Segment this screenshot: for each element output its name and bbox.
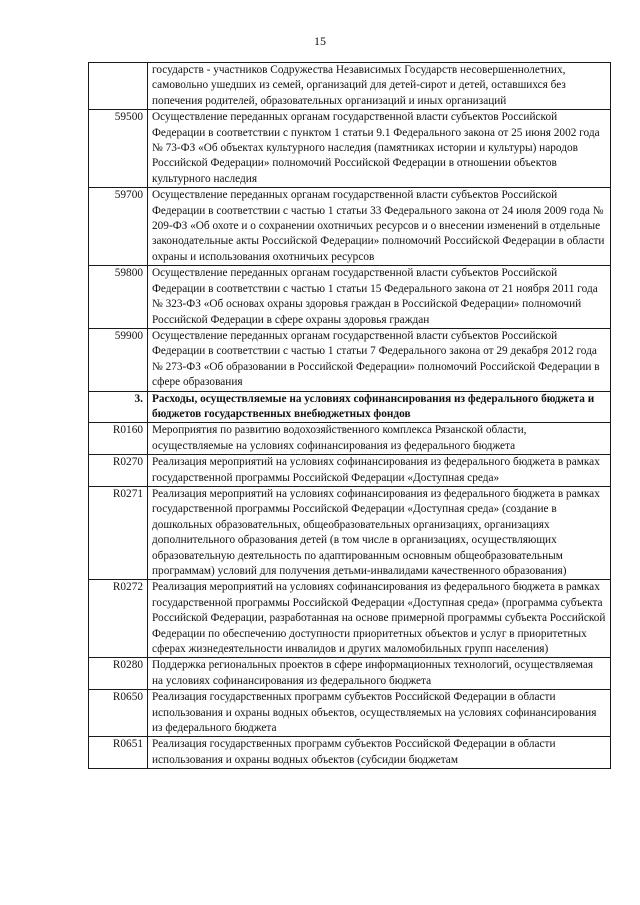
row-description: Реализация мероприятий на условиях софинансирования из федерального бюджета в рамках государственной программы Российской Федерации «Доступная среда» (программа субъекта Российской Федерации, разработанная на основе примерной программы субъекта Российской Федерации по обеспечению доступности приоритетных объектов и услуг в приоритетных сферах жизнедеятельности инвалидов и других маломобильных групп населения) bbox=[148, 580, 611, 658]
row-code: R0160 bbox=[89, 423, 148, 455]
row-code: 59500 bbox=[89, 110, 148, 188]
row-code: 59800 bbox=[89, 266, 148, 329]
table-row bbox=[89, 328, 611, 391]
table-row bbox=[89, 580, 611, 658]
row-code: 59700 bbox=[89, 188, 148, 266]
row-description: Поддержка региональных проектов в сфере информационных технологий, осуществляемая на условиях софинансирования из федерального бюджета bbox=[148, 658, 611, 690]
row-description: Реализация мероприятий на условиях софинансирования из федерального бюджета в рамках государственной программы Российской Федерации «Доступная среда» bbox=[148, 455, 611, 487]
row-code: 59900 bbox=[89, 328, 148, 391]
table-row bbox=[89, 486, 611, 579]
row-description: Реализация государственных программ субъектов Российской Федерации в области использования и охраны водных объектов, осуществляемых на условиях софинансирования из федерального бюджета bbox=[148, 690, 611, 737]
budget-codes-table bbox=[88, 62, 611, 769]
table-row bbox=[89, 658, 611, 690]
table-row bbox=[89, 110, 611, 188]
table-row bbox=[89, 455, 611, 487]
table-row bbox=[89, 737, 611, 769]
row-description: Осуществление переданных органам государственной власти субъектов Российской Федерации в соответствии с пунктом 1 статьи 9.1 Федерального закона от 25 июня 2002 года № 73-ФЗ «Об объектах культурного наследия (памятниках истории и культуры) народов Российской Федерации» полномочий Российской Федерации в отношении объектов культурного наследия bbox=[148, 110, 611, 188]
table-row bbox=[89, 266, 611, 329]
row-description: Расходы, осуществляемые на условиях софинансирования из федерального бюджета и бюджетов государственных внебюджетных фондов bbox=[148, 391, 611, 423]
row-code: R0270 bbox=[89, 455, 148, 487]
row-description: Реализация мероприятий на условиях софинансирования из федерального бюджета в рамках государственной программы Российской Федерации «Доступная среда» (создание в дошкольных образовательных, общеобразовательных организациях, организациях дополнительного образования детей (в том числе в организациях, осуществляющих образовательную деятельность по адаптированным основным общеобразовательным программам) условий для получения детьми-инвалидами качественного образования) bbox=[148, 486, 611, 579]
row-code: R0272 bbox=[89, 580, 148, 658]
row-code: R0280 bbox=[89, 658, 148, 690]
table-row bbox=[89, 391, 611, 423]
row-code: R0651 bbox=[89, 737, 148, 769]
row-description: Осуществление переданных органам государственной власти субъектов Российской Федерации в соответствии с частью 1 статьи 15 Федерального закона от 21 ноября 2011 года № 323-ФЗ «Об основах охраны здоровья граждан в Российской Федерации» полномочий Российской Федерации в сфере охраны здоровья граждан bbox=[148, 266, 611, 329]
page-number: 15 bbox=[314, 34, 326, 48]
table-row bbox=[89, 690, 611, 737]
table-row bbox=[89, 188, 611, 266]
table-row bbox=[89, 63, 611, 110]
row-description: Осуществление переданных органам государственной власти субъектов Российской Федерации в соответствии с частью 1 статьи 7 Федерального закона от 29 декабря 2012 года № 273-ФЗ «Об образовании в Российской Федерации» полномочий Российской Федерации в сфере образования bbox=[148, 328, 611, 391]
row-description: Реализация государственных программ субъектов Российской Федерации в области использования и охраны водных объектов (субсидии бюджетам bbox=[148, 737, 611, 769]
row-code bbox=[89, 63, 148, 110]
budget-codes-table-body bbox=[89, 63, 611, 769]
row-code: R0271 bbox=[89, 486, 148, 579]
row-code: R0650 bbox=[89, 690, 148, 737]
row-code: 3. bbox=[89, 391, 148, 423]
row-description: государств - участников Содружества Независимых Государств несовершеннолетних, самовольно ушедших из семей, организаций для детей-сирот и детей, оставшихся без попечения родителей, образовательных организаций и иных организаций bbox=[148, 63, 611, 110]
row-description: Осуществление переданных органам государственной власти субъектов Российской Федерации в соответствии с частью 1 статьи 33 Федерального закона от 24 июля 2009 года № 209-ФЗ «Об охоте и о сохранении охотничьих ресурсов и о внесении изменений в отдельные законодательные акты Российской Федерации» полномочий Российской Федерации в области охраны и использования охотничьих ресурсов bbox=[148, 188, 611, 266]
row-description: Мероприятия по развитию водохозяйственного комплекса Рязанской области, осуществляемые на условиях софинансирования из федерального бюджета bbox=[148, 423, 611, 455]
table-row bbox=[89, 423, 611, 455]
